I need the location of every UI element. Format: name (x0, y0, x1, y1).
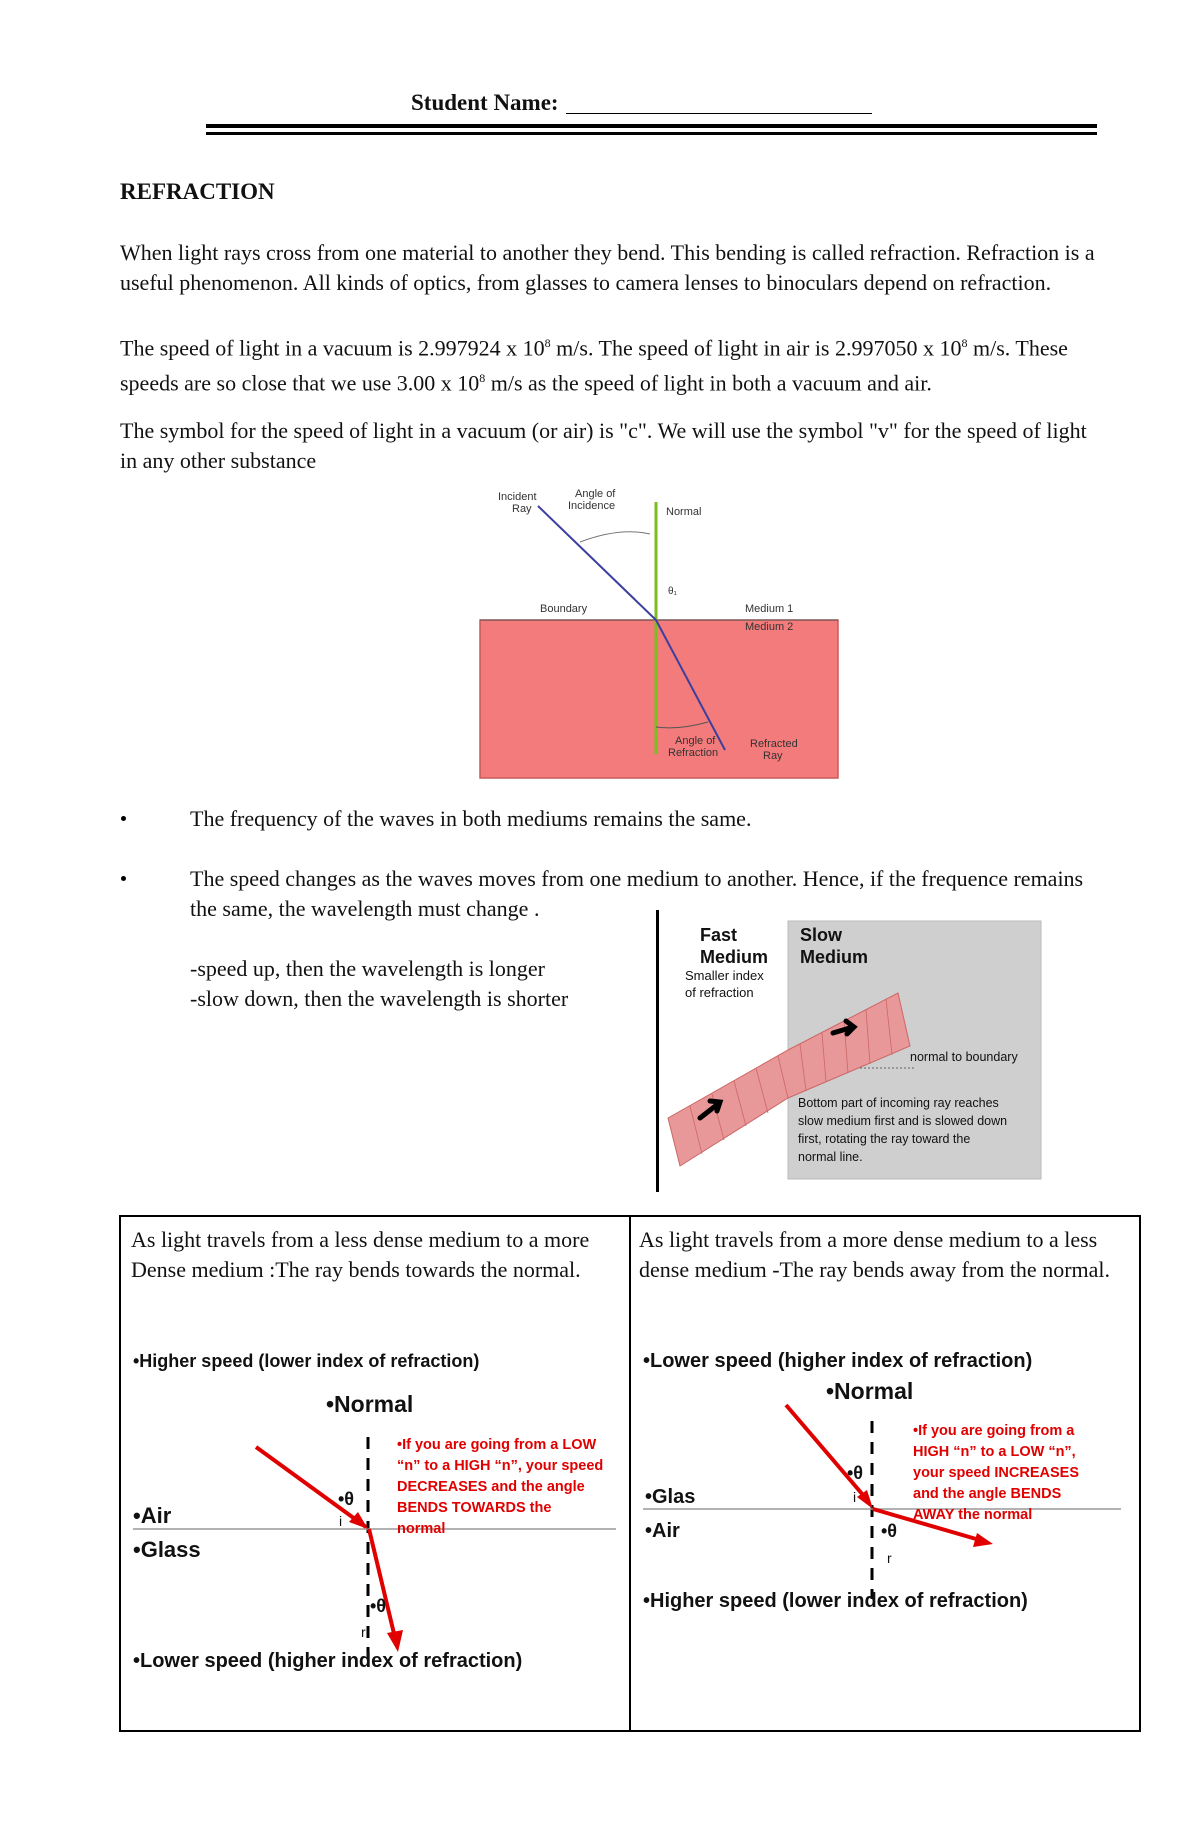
table-cell-right (629, 1215, 1141, 1732)
right-air-label: •Air (645, 1520, 680, 1542)
p2-speeds-close: speeds are so close that we use 3.00 x 10 (120, 370, 480, 396)
slow-medium-label: Medium (800, 947, 869, 967)
right-r-label: r (887, 1550, 892, 1566)
fast-slow-diagram (660, 918, 1044, 1183)
left-i-label: i (339, 1513, 343, 1529)
right-normal-label: •Normal (826, 1378, 914, 1404)
left-intro (131, 1225, 626, 1285)
right-intro-line-1: As light travels from a more dense medium to a less (639, 1227, 1098, 1252)
bullet-dot-2 (121, 876, 126, 881)
angle-of-refraction-label: Angle of Refraction (668, 735, 719, 759)
bullet-2 (190, 864, 1150, 924)
left-intro-line-1: As light travels from a less dense medium to a more (131, 1227, 590, 1252)
wavelength-notes (190, 954, 568, 1014)
boundary-label: Boundary (540, 603, 588, 615)
bullet-2-line-2: the same, the wavelength must change . (190, 896, 540, 921)
right-refraction-diagram (631, 1337, 1139, 1727)
slow-label: Slow (800, 925, 843, 945)
p2-vacuum-speed: The speed of light in a vacuum is 2.997924 x 10 (120, 335, 545, 361)
left-intro-line-2: Dense medium :The ray bends towards the normal. (131, 1257, 581, 1282)
right-top-speed: •Lower speed (higher index of refraction) (643, 1350, 1033, 1372)
student-name-blank[interactable] (566, 113, 872, 114)
p2-air-speed: m/s. The speed of light in air is 2.997050 x 10 (550, 335, 962, 361)
medium-1-label: Medium 1 (745, 603, 794, 615)
right-note: •If you are going from a HIGH “n” to a LOW “n”, your speed INCREASES and the angle BENDS AWAY the normal (913, 1423, 1079, 1523)
bullet-2-line-1: The speed changes as the waves moves from one medium to another. Hence, if the frequence remains (190, 866, 1084, 891)
right-refracted-arrowhead (973, 1533, 993, 1547)
smaller-index-label: Smaller index (685, 968, 764, 983)
exponent: 8 (961, 336, 968, 350)
exponent: 8 (544, 336, 551, 350)
incident-ray-label: Incident Ray (498, 491, 537, 515)
paragraph-1-line-1: When light rays cross from one material to another they bend. This bending is called refraction. Refraction is a (120, 240, 1095, 265)
student-name-label: Student Name: (411, 90, 559, 115)
left-glass-label: •Glass (133, 1537, 201, 1562)
left-r-label: r (361, 1624, 366, 1640)
refraction-diagram (470, 482, 850, 782)
slow-down-note: -slow down, then the wavelength is shorter (190, 986, 569, 1011)
left-refracted-ray (369, 1529, 396, 1642)
exponent: 8 (479, 371, 486, 386)
left-theta-upper: •θ (338, 1489, 355, 1509)
right-i-label: i (853, 1489, 857, 1505)
p2-these: m/s. These (967, 335, 1068, 361)
paragraph-2 (120, 328, 1140, 399)
medium-2-block (480, 620, 838, 778)
p2-both: m/s as the speed of light in both a vacuum and air. (485, 370, 932, 396)
of-refraction-label: of refraction (685, 985, 754, 1000)
right-intro (639, 1225, 1139, 1285)
theta-1-label: θ₁ (668, 586, 677, 597)
left-incident-ray (256, 1447, 366, 1527)
page-title: REFRACTION (120, 179, 275, 204)
left-refracted-arrowhead (387, 1630, 403, 1652)
fast-medium-label: Medium (700, 947, 769, 967)
left-air-label: •Air (133, 1503, 172, 1528)
left-theta-lower: •θ (370, 1596, 387, 1616)
paragraph-1-line-2: useful phenomenon. All kinds of optics, from glasses to camera lenses to binoculars depend on refraction. (120, 270, 1052, 295)
table-cell-left (119, 1215, 631, 1732)
header-rule-thin (206, 132, 1097, 135)
bullet-dot-1 (121, 816, 126, 821)
bullet-1: The frequency of the waves in both mediums remains the same. (190, 806, 752, 831)
normal-label: Normal (666, 506, 702, 518)
left-bottom-speed: •Lower speed (higher index of refraction) (133, 1650, 523, 1672)
paragraph-3-line-1: The symbol for the speed of light in a vacuum (or air) is "c". We will use the symbol "v" for the speed of light (120, 418, 1087, 443)
fast-slow-divider (656, 910, 659, 1192)
medium-2-label: Medium 2 (745, 621, 794, 633)
header-rule-thick (206, 124, 1097, 128)
refracted-ray-label: Refracted Ray (750, 738, 798, 762)
left-top-speed: •Higher speed (lower index of refraction) (133, 1351, 480, 1371)
diagram-caption: Bottom part of incoming ray reaches slow medium first and is slowed down first, rotating the ray toward the normal line. (798, 1096, 1008, 1164)
normal-to-boundary-label: normal to boundary (910, 1050, 1018, 1064)
right-theta-lower: •θ (881, 1521, 898, 1541)
fast-label: Fast (700, 925, 738, 945)
speed-up-note: -speed up, then the wavelength is longer (190, 956, 545, 981)
paragraph-3-line-2: in any other substance (120, 448, 317, 473)
paragraph-3 (120, 416, 1160, 476)
incidence-arc (580, 532, 650, 542)
angle-of-incidence-label: Angle of Incidence (568, 488, 616, 512)
right-bottom-speed: •Higher speed (lower index of refraction) (643, 1590, 1028, 1612)
left-refraction-diagram (121, 1337, 629, 1727)
left-normal-label: •Normal (326, 1391, 414, 1417)
right-glass-label: •Glas (645, 1486, 696, 1508)
left-note: •If you are going from a LOW “n” to a HIGH “n”, your speed DECREASES and the angle BENDS TOWARDS the normal (397, 1437, 604, 1537)
right-intro-line-2: dense medium -The ray bends away from the normal. (639, 1257, 1111, 1282)
paragraph-1 (120, 238, 1140, 298)
right-incident-ray (786, 1405, 869, 1502)
paragraph-2-line-1 (120, 328, 1140, 363)
right-theta-upper: •θ (847, 1463, 864, 1483)
paragraph-2-line-2 (120, 363, 1140, 398)
